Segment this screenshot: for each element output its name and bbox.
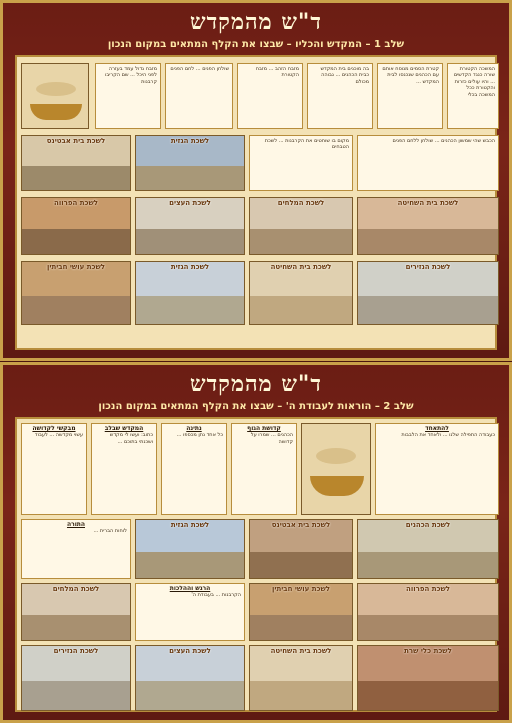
card-text: מזבח גדול עמד בעזרה לפני היכל ... שם הקריבו קרבנות [105, 66, 157, 85]
hand-basin-image[interactable] [301, 423, 371, 515]
board-header [11, 9, 501, 37]
card-text: עשוי מקדשה ... לעבוד [34, 432, 83, 439]
chamber-label: לשכת בית אבטינס [46, 137, 106, 145]
card-text: מזבח הזהב ... מזבח הקטורת [255, 66, 299, 79]
board-stage-1 [0, 0, 512, 361]
chamber-label: לשכת הפרווה [54, 199, 98, 207]
card-text: הכהנים ... שמרו על קדושה [250, 432, 293, 445]
card-heading: התורה [66, 521, 85, 528]
chamber-label: לשכת הכהנים [405, 521, 451, 529]
chamber-image[interactable] [357, 261, 499, 325]
text-card[interactable] [375, 423, 499, 515]
chamber-label: לשכת העצים [169, 647, 211, 655]
chamber-label: לשכת בית השחיטה [397, 199, 459, 207]
chamber-image[interactable] [135, 645, 245, 711]
text-card[interactable] [231, 423, 297, 515]
text-card[interactable] [377, 63, 443, 129]
chamber-image[interactable] [249, 261, 353, 325]
chamber-image[interactable] [21, 645, 131, 711]
chamber-image[interactable] [357, 197, 499, 255]
chamber-label: לשכת בית השחיטה [270, 647, 332, 655]
chamber-image[interactable] [135, 261, 245, 325]
chamber-image[interactable] [357, 519, 499, 579]
text-card[interactable] [307, 63, 373, 129]
card-text: מקום בו שוחטים את הקרבנות ... לשכת הטבחים [264, 138, 349, 151]
card-heading: להתאחד [425, 425, 449, 432]
board-header [11, 371, 501, 399]
chamber-label: לשכת הפרווה [406, 585, 450, 593]
card-text: כל אחד נתן מכספו ... [176, 432, 223, 439]
chamber-label: לשכת כלי שרת [404, 647, 452, 655]
text-card[interactable] [357, 135, 499, 191]
text-card[interactable] [21, 423, 87, 515]
chamber-image[interactable] [357, 645, 499, 711]
basin-icon [310, 476, 364, 496]
chamber-image[interactable] [21, 135, 131, 191]
chamber-label: לשכת העצים [169, 199, 211, 207]
board-title: ד"ש מהמקדש [190, 9, 322, 35]
text-card[interactable] [95, 63, 161, 129]
card-text: כעבודה התפילה שלנו ... ולאחד את הלבבות [401, 432, 495, 439]
chamber-label: לשכת בית השחיטה [270, 263, 332, 271]
hand-icon [316, 448, 356, 464]
card-text: הכבש שהי שמשון הכהנים ... שולחן ללחם הפנים [392, 138, 495, 144]
hand-icon [36, 82, 76, 96]
content-panel [15, 55, 497, 350]
chamber-image[interactable] [135, 197, 245, 255]
chamber-label: לשכת הגזית [170, 521, 210, 529]
chamber-label: לשכת המלחים [52, 585, 100, 593]
card-text: המשכה הקטורת שורה כנגד הקדשים ... והיו עולים כזרות והקטורת ככל המשכה בכלי [453, 66, 495, 98]
board-title: ד"ש מהמקדש [190, 371, 322, 397]
card-text: כתוב: ועשו לי מקדש ושכנתי בתוכם ... [109, 432, 153, 445]
card-heading: הרגש וההלכות [169, 585, 211, 592]
text-card[interactable] [249, 135, 353, 191]
chamber-image[interactable] [21, 261, 131, 325]
chamber-image[interactable] [249, 197, 353, 255]
hand-basin-image[interactable] [21, 63, 89, 129]
chamber-label: לשכת הגזית [170, 263, 210, 271]
card-text: שולחן הפנים ... לחם הפנים [170, 66, 229, 72]
card-text: קטרת הסמים מנוסח אותם עם הכהנים שנכנסו לבית המקדש ... [382, 66, 439, 85]
chamber-image[interactable] [357, 583, 499, 641]
board-stage-2 [0, 362, 512, 723]
chamber-label: לשכת הגזית [170, 137, 210, 145]
card-text: לוחות הברית ... [93, 528, 127, 535]
chamber-label: לשכת הנזירים [53, 647, 99, 655]
chamber-label: לשכת עושי חביתין [47, 263, 105, 271]
text-card[interactable] [165, 63, 233, 129]
text-card[interactable] [237, 63, 303, 129]
card-heading: מבקשי לקדושה [32, 425, 76, 432]
chamber-label: לשכת המלחים [277, 199, 325, 207]
text-card[interactable] [91, 423, 157, 515]
card-heading: המקדש שבלב [104, 425, 144, 432]
chamber-image[interactable] [21, 583, 131, 641]
text-card[interactable] [135, 583, 245, 641]
text-card[interactable] [161, 423, 227, 515]
chamber-image[interactable] [249, 583, 353, 641]
chamber-label: לשכת בית אבטינס [271, 521, 331, 529]
card-text: בה מוכנים בית המקדש כבית הכהנים ... גבוהה מכולם [320, 66, 369, 85]
card-heading: קדושת הגוף [247, 425, 281, 432]
chamber-image[interactable] [249, 645, 353, 711]
board-subtitle: שלב 1 – המקדש והכליו – שבצו את הקלף המתאים במקום הנכון [107, 39, 405, 50]
text-card[interactable] [447, 63, 499, 129]
card-heading: נתינה [186, 425, 202, 432]
content-panel [15, 417, 497, 712]
board-subtitle: שלב 2 – הוראות לעבודת ה' – שבצו את הקלף המתאים במקום הנכון [98, 401, 414, 412]
chamber-image[interactable] [135, 519, 245, 579]
chamber-label: לשכת הנזירים [405, 263, 451, 271]
text-card[interactable] [21, 519, 131, 579]
chamber-label: לשכת עושי חביתין [272, 585, 330, 593]
card-text: הקרבנות ... בעבודת ה' [191, 592, 241, 599]
chamber-image[interactable] [21, 197, 131, 255]
basin-icon [30, 104, 82, 120]
chamber-image[interactable] [249, 519, 353, 579]
chamber-image[interactable] [135, 135, 245, 191]
